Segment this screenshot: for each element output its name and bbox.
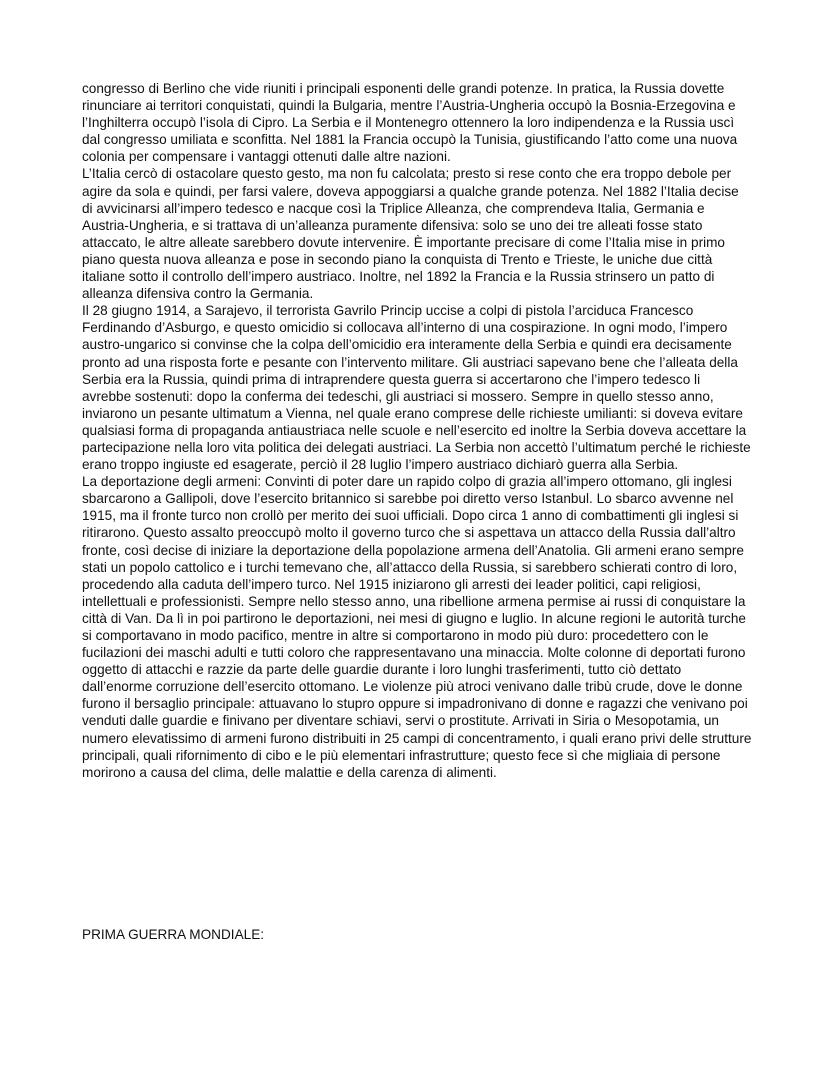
paragraph-deportazione-armeni: La deportazione degli armeni: Convinti di poter dare un rapido colpo di grazia all’impero ottomano, gli inglesi sbarcarono a Gallipoli, dove l’esercito britannico si sarebbe poi diretto verso Istanbul. Lo sbarco avvenne nel 1915, ma il fronte turco non crollò per merito dei suoi ufficiali. Dopo circa 1 anno di combattimenti gli inglesi si ritirarono. Questo assalto preoccupò molto il governo turco che si aspettava un attacco della Russia dall’altro fronte, così decise di iniziare la deportazione della popolazione armena dell’Anatolia. Gli armeni erano sempre stati un popolo cattolico e i turchi temevano che, all’attacco della Russia, si sarebbero schierati contro di loro, procedendo alla caduta dell’impero turco. Nel 1915 iniziarono gli arresti dei leader politici, capi religiosi, intellettuali e professionisti. Sempre nello stesso anno, una ribellione armena permise ai russi di conquistare la città di Van. Da lì in poi partirono le deportazioni, nei mesi di giugno e luglio. In alcune regioni le autorità turche si comportavano in modo pacifico, mentre in altre si comportarono in modo più duro: procedettero con le fucilazioni dei maschi adulti e tutti coloro che rappresentavano una minaccia. Molte colonne di deportati furono oggetto di attacchi e razzie da parte delle guardie durante i loro lunghi trasferimenti, tutto ciò dettato dall’enorme corruzione dell’esercito ottomano. Le violenze più atroci venivano dalle tribù crude, dove le donne furono il bersaglio principale: attuavano lo stupro oppure si impadronivano di donne e ragazzi che venivano poi venduti dalle guardie e finivano per diventare schiavi, servi o prostitute. Arrivati in Siria o Mesopotamia, un numero elevatissimo di armeni furono distribuiti in 25 campi di concentramento, i quali erano privi delle strutture principali, quali rifornimento di cibo e le più elementari infrastrutture; questo fece sì che migliaia di persone morirono a causa del clima, delle malattie e della carenza di alimenti. <box>82 474 752 780</box>
paragraph-triplice-alleanza: L’Italia cercò di ostacolare questo gesto, ma non fu calcolata; presto si rese conto che era troppo debole per agire da sola e quindi, per farsi valere, doveva appoggiarsi a qualche grande potenza. Nel 1882 l’Italia decise di avvicinarsi all’impero tedesco e nacque così la Triplice Alleanza, che comprendeva Italia, Germania e Austria-Ungheria, e si trattava di un’alleanza puramente difensiva: solo se uno dei tre alleati fosse stato attaccato, le altre alleate sarebbero dovute intervenire. È importante precisare di come l’Italia mise in primo piano questa nuova alleanza e pose in secondo piano la conquista di Trento e Trieste, le uniche due città italiane sotto il controllo dell’impero austriaco. Inoltre, nel 1892 la Francia e la Russia strinsero un patto di alleanza difensiva contro la Germania. <box>82 166 739 302</box>
section-heading: PRIMA GUERRA MONDIALE: <box>82 927 265 942</box>
paragraph-sarajevo: Il 28 giugno 1914, a Sarajevo, il terrorista Gavrilo Princip uccise a colpi di pistola l’arciduca Francesco Ferdinando d’Asburgo, e questo omicidio si collocava all’interno di una cospirazione. In ogni modo, l’impero austro-ungarico si convinse che la colpa dell’omicidio era interamente della Serbia e quindi era decisamente pronto ad una risposta forte e pesante con l’intervento militare. Gli austriaci sapevano bene che l’alleata della Serbia era la Russia, quindi prima di intraprendere questa guerra si accertarono che l’impero tedesco li avrebbe sostenuti: dopo la conferma dei tedeschi, gli austriaci si mossero. Sempre in quello stesso anno, inviarono un pesante ultimatum a Vienna, nel quale erano comprese delle richieste umilianti: si doveva evitare qualsiasi forma di propaganda antiaustriaca nelle scuole e nell’esercito ed inoltre la Serbia doveva accettare la partecipazione nella loro vita politica dei delegati austriaci. La Serbia non accettò l’ultimatum perché le richieste erano troppo ingiuste ed esagerate, perciò il 28 luglio l’impero austriaco dichiarò guerra alla Serbia. <box>82 303 751 473</box>
body-text <box>82 80 752 781</box>
paragraph-congresso-berlino: congresso di Berlino che vide riuniti i principali esponenti delle grandi potenze. In pratica, la Russia dovette rinunciare ai territori conquistati, quindi la Bulgaria, mentre l’Austria-Ungheria occupò la Bosnia-Erzegovina e l’Inghilterra occupò l’isola di Cipro. La Serbia e il Montenegro ottennero la loro indipendenza e la Russia uscì dal congresso umiliata e sconfitta. Nel 1881 la Francia occupò la Tunisia, giustificando l’atto come una nuova colonia per compensare i vantaggi ottenuti dalle altre nazioni. <box>82 81 738 165</box>
